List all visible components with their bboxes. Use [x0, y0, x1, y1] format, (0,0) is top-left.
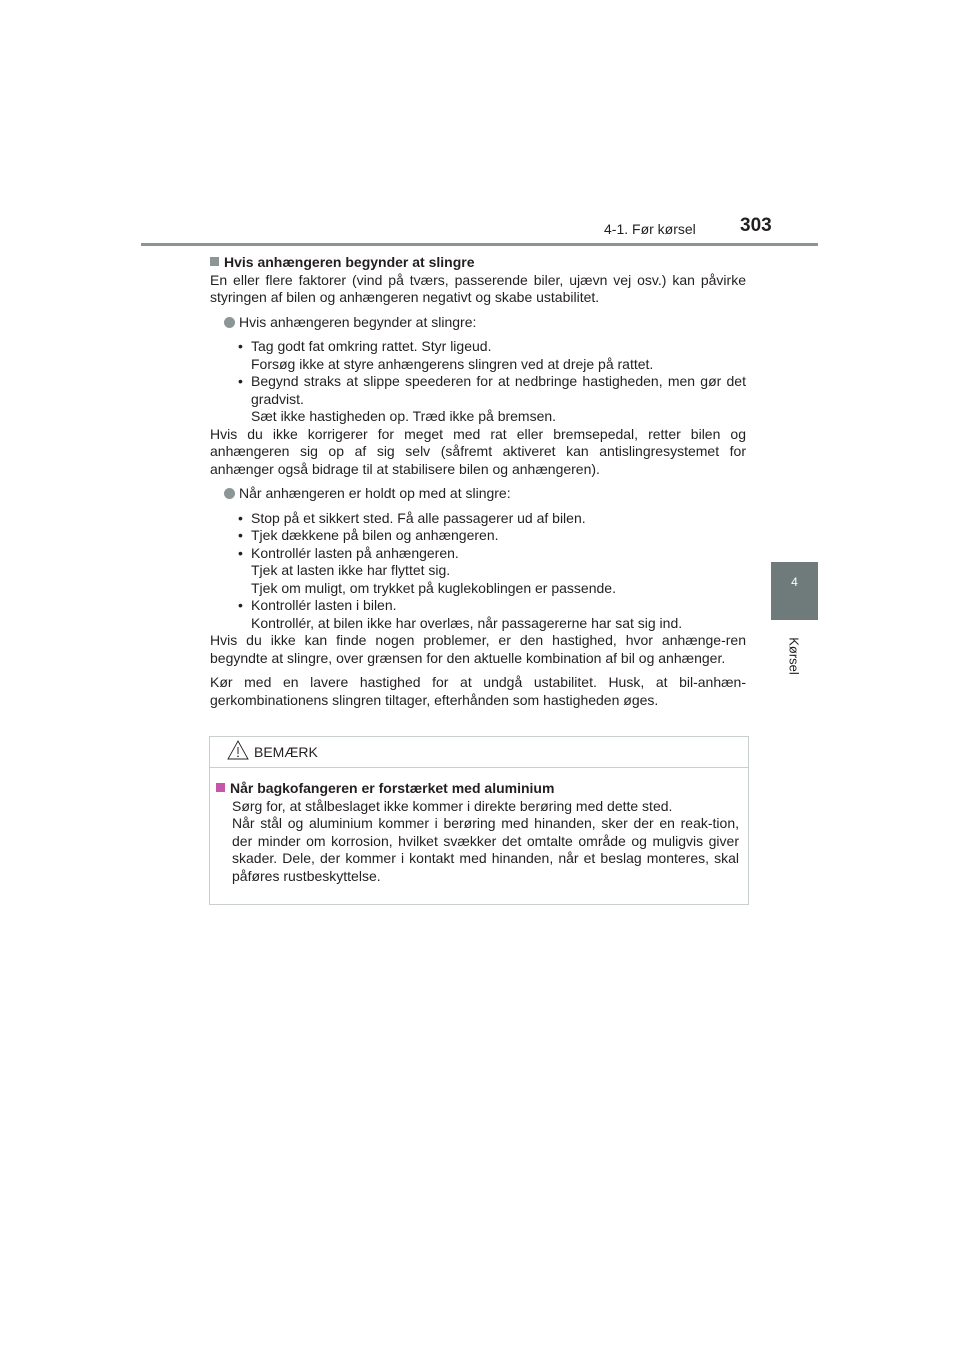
- bullet-item: • Begynd straks at slippe speederen for at nedbringe hastigheden, men gør det gradvist. Sæt ikke hastigheden op. Træd ikke på bremsen.: [238, 373, 746, 424]
- page-number: 303: [740, 215, 772, 236]
- section-title: 4-1. Før kørsel: [604, 221, 696, 237]
- notice-header: [210, 737, 748, 768]
- bullet-item: • Tag godt fat omkring rattet. Styr ligeud. Forsøg ikke at styre anhængerens slingren ved at dreje på rattet.: [238, 338, 654, 372]
- section-heading: Hvis anhængeren begynder at slingre: [210, 254, 746, 272]
- main-content: [210, 254, 746, 709]
- bullet-item: • Stop på et sikkert sted. Få alle passagerer ud af bilen.: [238, 509, 586, 526]
- notice-heading: Når bagkofangeren er forstærket med aluminium: [216, 780, 739, 798]
- notice-box: [209, 736, 749, 905]
- chapter-label: Kørsel: [786, 637, 802, 675]
- bullet-item: • Kontrollér lasten i bilen. Kontrollér, at bilen ikke har overlæs, når passagererne har sat sig ind.: [238, 597, 683, 631]
- header-rule: [141, 243, 818, 246]
- bullet-item: • Kontrollér lasten på anhængeren. Tjek at lasten ikke har flyttet sig. Tjek om muligt, om trykket på kuglekoblingen er passende.: [238, 544, 616, 596]
- circle-bullet-icon: [224, 317, 235, 328]
- circle-bullet-icon: [224, 488, 235, 499]
- list-item: Når anhængeren er holdt op med at slingre:: [224, 485, 746, 503]
- notice-body: [216, 780, 739, 885]
- intro-paragraph: En eller flere faktorer (vind på tværs, passerende biler, ujævn vej osv.) kan påvirke styringen af bilen og anhængeren negativt og skabe ustabilitet.: [210, 271, 746, 305]
- paragraph: Kør med en lavere hastighed for at undgå ustabilitet. Husk, at bil-anhæn-gerkombinationens slingren tiltager, efterhånden som hastigheden øges.: [210, 674, 746, 708]
- paragraph: Hvis du ikke korrigerer for meget med rat eller bremsepedal, retter bilen og anhængeren sig op af sig selv (såfremt aktiveret kan antislingresystemet for anhænger også bidrage til at stabilisere bilen og anhængeren).: [210, 425, 746, 477]
- chapter-number: 4: [791, 575, 798, 589]
- square-bullet-icon: [210, 257, 219, 266]
- square-bullet-icon: [216, 783, 225, 792]
- notice-text: Når stål og aluminium kommer i berøring med hinanden, sker der en reak-tion, der minder om korrosion, hvilket svækker det omtalte område og muligvis giver skader. Dele, der kommer i kontakt med hinanden, når et beslag monteres, skal påføres rustbeskyttelse.: [232, 815, 739, 884]
- paragraph: Hvis du ikke kan finde nogen problemer, er den hastighed, hvor anhænge-ren begyndte at slingre, over grænsen for den aktuelle kombination af bil og anhænger.: [210, 632, 746, 666]
- notice-title: BEMÆRK: [254, 744, 318, 760]
- warning-icon: [227, 740, 249, 760]
- bullet-item: • Tjek dækkene på bilen og anhængeren.: [238, 527, 499, 543]
- notice-text: Sørg for, at stålbeslaget ikke kommer i direkte berøring med dette sted.: [232, 797, 673, 814]
- chapter-tab: [771, 562, 818, 620]
- list-item: Hvis anhængeren begynder at slingre:: [224, 314, 746, 332]
